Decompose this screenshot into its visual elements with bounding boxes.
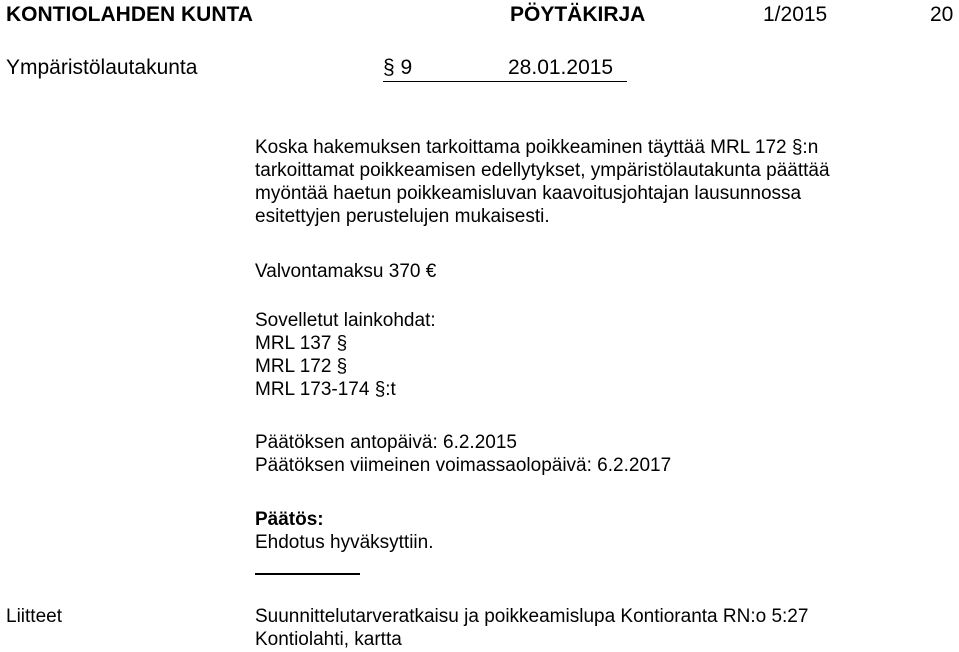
- decision-text: Ehdotus hyväksyttiin.: [255, 532, 434, 553]
- attachments-label: Liitteet: [6, 606, 62, 627]
- section-number: § 9: [383, 56, 413, 79]
- meeting-date: 28.01.2015: [508, 56, 614, 79]
- header-underline: [383, 81, 627, 82]
- fee-line: [255, 260, 436, 283]
- decision-validity-date: Päätöksen viimeinen voimassaolopäivä: 6.2.2017: [255, 455, 672, 476]
- reasoning-line: Koska hakemuksen tarkoittama poikkeaminen täyttää MRL 172 §:n: [255, 137, 819, 158]
- decision-label: Päätös:: [255, 509, 324, 530]
- separator-line: [255, 573, 360, 575]
- reasoning-line: tarkoittamat poikkeamisen edellytykset, ympäristölautakunta päättää: [255, 160, 830, 181]
- supervision-fee: Valvontamaksu 370 €: [255, 261, 437, 282]
- attachment-line: Kontiolahti, kartta: [255, 629, 402, 650]
- municipality-name: KONTIOLAHDEN KUNTA: [6, 3, 253, 26]
- attachment-line: Suunnittelutarveratkaisu ja poikkeamislupa Kontioranta RN:o 5:27: [255, 606, 809, 627]
- reasoning-line: esitettyjen perustelujen mukaisesti.: [255, 206, 550, 227]
- applied-sections-title: Sovelletut lainkohdat:: [255, 310, 436, 331]
- page-number: 20: [930, 3, 954, 26]
- decision-block: [255, 508, 433, 554]
- decision-dates: [255, 431, 671, 477]
- decision-issue-date: Päätöksen antopäivä: 6.2.2015: [255, 432, 517, 453]
- applied-sections: [255, 309, 436, 401]
- committee-name: Ympäristölautakunta: [6, 56, 198, 79]
- attachments-list: [255, 605, 808, 651]
- reasoning-line: myöntää haetun poikkeamisluvan kaavoitusjohtajan lausunnossa: [255, 183, 802, 204]
- applied-section-item: MRL 172 §: [255, 356, 348, 377]
- applied-section-item: MRL 137 §: [255, 333, 348, 354]
- reasoning-paragraph: [255, 136, 830, 228]
- document-type: PÖYTÄKIRJA: [510, 3, 646, 26]
- applied-section-item: MRL 173-174 §:t: [255, 379, 396, 400]
- document-number: 1/2015: [763, 3, 828, 26]
